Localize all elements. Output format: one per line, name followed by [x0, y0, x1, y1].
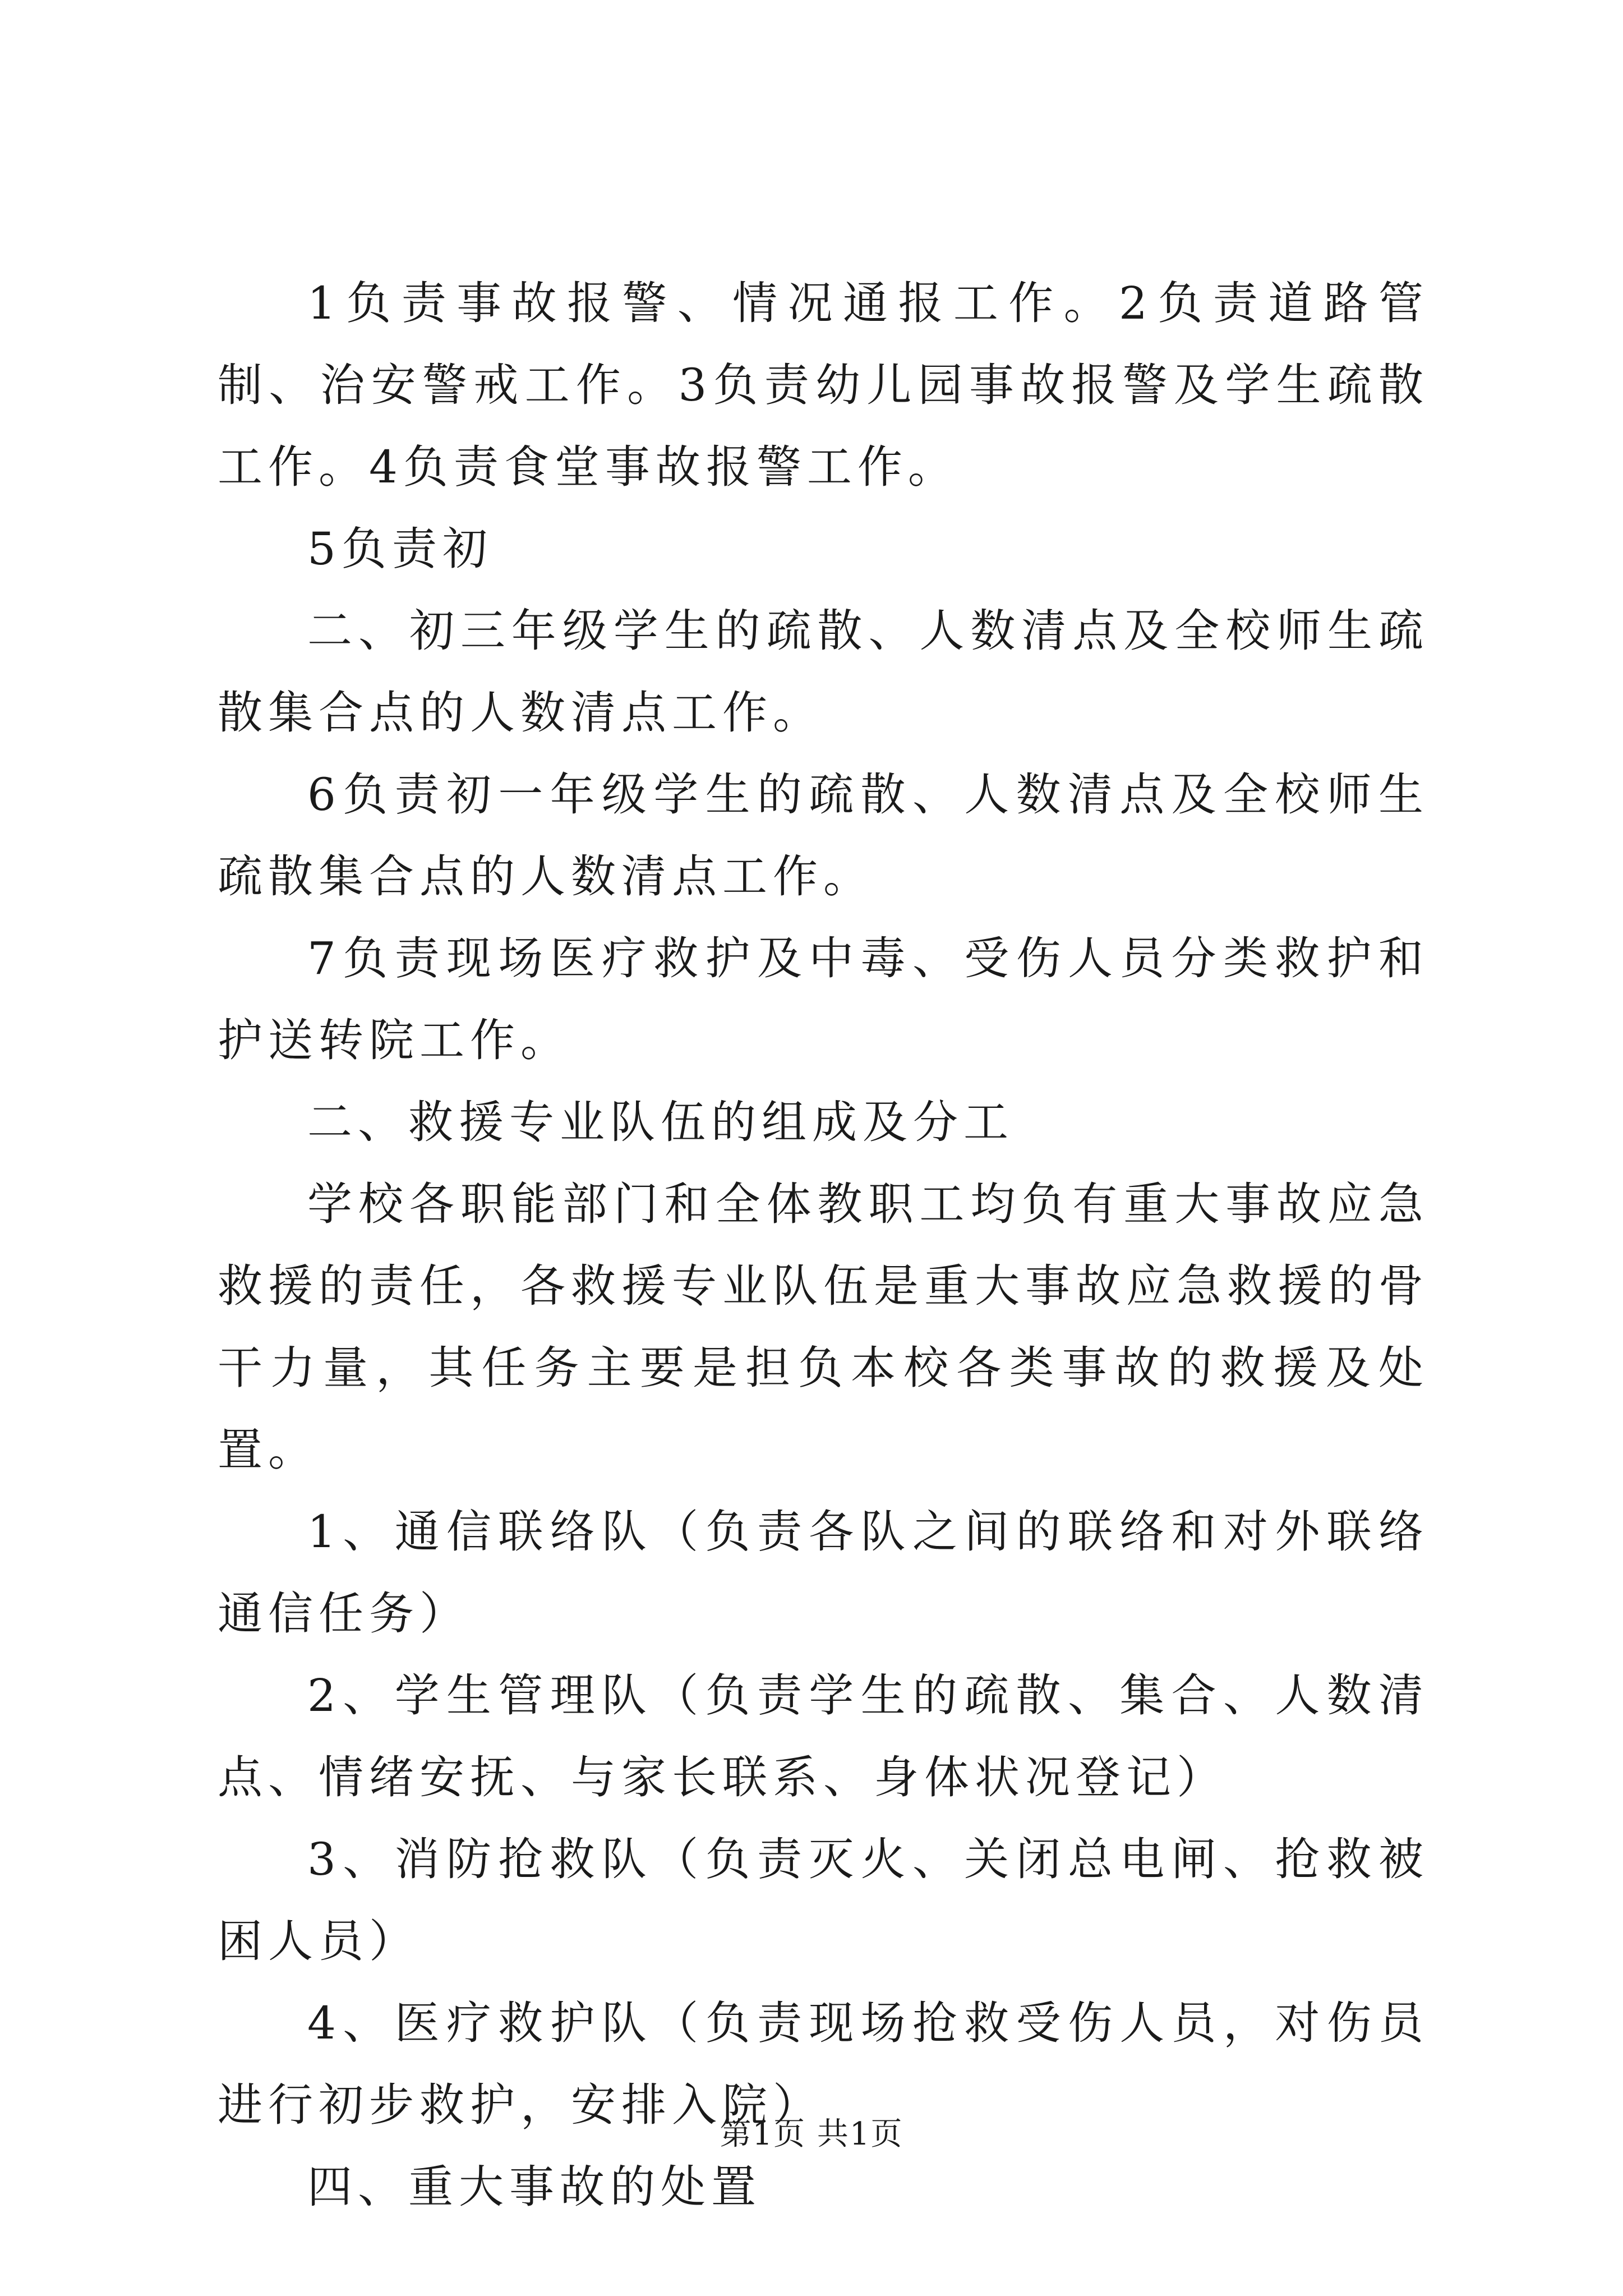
section-heading-rescue-teams: 二、救援专业队伍的组成及分工 — [307, 1096, 1014, 1148]
page-footer: 第1页 共1页 — [720, 2116, 903, 2152]
paragraph-2: 5负责初 — [307, 523, 493, 575]
paragraph-4: 6负责初一年级学生的疏散、人数清点及全校师生疏散集合点的人数清点工作。 — [218, 769, 1429, 903]
section-heading-accident-handling: 四、重大事故的处置 — [307, 2161, 762, 2213]
paragraph-1: 1负责事故报警、情况通报工作。2负责道路管制、治安警戒工作。3负责幼儿园事故报警及学生疏散工作。4负责食堂事故报警工作。 — [218, 277, 1429, 493]
list-item-student-management-team: 2、学生管理队（负责学生的疏散、集合、人数清点、情绪安抚、与家长联系、身体状况登记） — [218, 1669, 1429, 1803]
list-item-fire-rescue-team: 3、消防抢救队（负责灭火、关闭总电闸、抢救被困人员） — [218, 1833, 1429, 1967]
paragraph-7: 学校各职能部门和全体教职工均负有重大事故应急救援的责任，各救援专业队伍是重大事故应急救援的骨干力量，其任务主要是担负本校各类事故的救援及处置。 — [218, 1178, 1429, 1476]
list-item-medical-team: 4、医疗救护队（负责现场抢救受伤人员，对伤员进行初步救护，安排入院） — [218, 1997, 1429, 2131]
paragraph-3: 二、初三年级学生的疏散、人数清点及全校师生疏散集合点的人数清点工作。 — [218, 605, 1429, 739]
list-item-communication-team: 1、通信联络队（负责各队之间的联络和对外联络通信任务） — [218, 1506, 1429, 1640]
paragraph-5: 7负责现场医疗救护及中毒、受伤人员分类救护和护送转院工作。 — [218, 932, 1429, 1066]
document-body — [218, 263, 1429, 2228]
